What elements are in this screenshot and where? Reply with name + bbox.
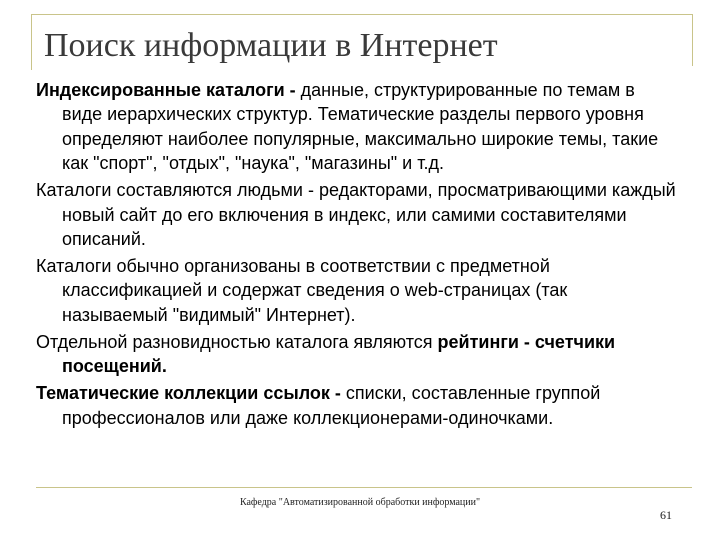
bold-text-run: Тематические коллекции ссылок - <box>36 383 346 404</box>
body-paragraph <box>36 178 676 251</box>
text-run: списки, составленные группой профессионалов или даже коллекционерами-одиночками. <box>62 383 601 428</box>
text-run: Каталоги обычно организованы в соответствии с предметной классификацией и содержат сведения о web-страницах (так называемый "видимый" Интернет). <box>36 256 568 325</box>
body-paragraph <box>36 381 676 430</box>
page-number: 61 <box>660 508 672 522</box>
text-run: Отдельной разновидностью каталога являются <box>36 331 438 352</box>
body-paragraph <box>36 330 676 379</box>
title-frame-left-line <box>31 14 32 70</box>
slide-body <box>36 78 676 433</box>
title-frame-right-line <box>692 14 693 66</box>
text-run: Каталоги составляются людьми - редакторами, просматривающими каждый новый сайт до его включения в индекс, или самими составителями описаний. <box>36 180 676 250</box>
title-frame-top-line <box>31 14 693 15</box>
slide-title: Поиск информации в Интернет <box>44 27 498 64</box>
bold-text-run: Индексированные каталоги - <box>36 80 301 100</box>
text-run: данные, структурированные по темам в виде иерархических структур. Тематические разделы первого уровня определяют наиболее популярные, максимально широкие темы, такие как "спорт", "отдых", "наука", "магазины" и т.д. <box>62 80 659 174</box>
bold-text-run: рейтинги - счетчики посещений. <box>62 331 616 377</box>
body-paragraph <box>36 78 676 176</box>
footer-divider <box>36 487 692 488</box>
body-paragraph <box>36 254 676 327</box>
footer-department: Кафедра "Автоматизированной обработки информации" <box>239 497 481 508</box>
